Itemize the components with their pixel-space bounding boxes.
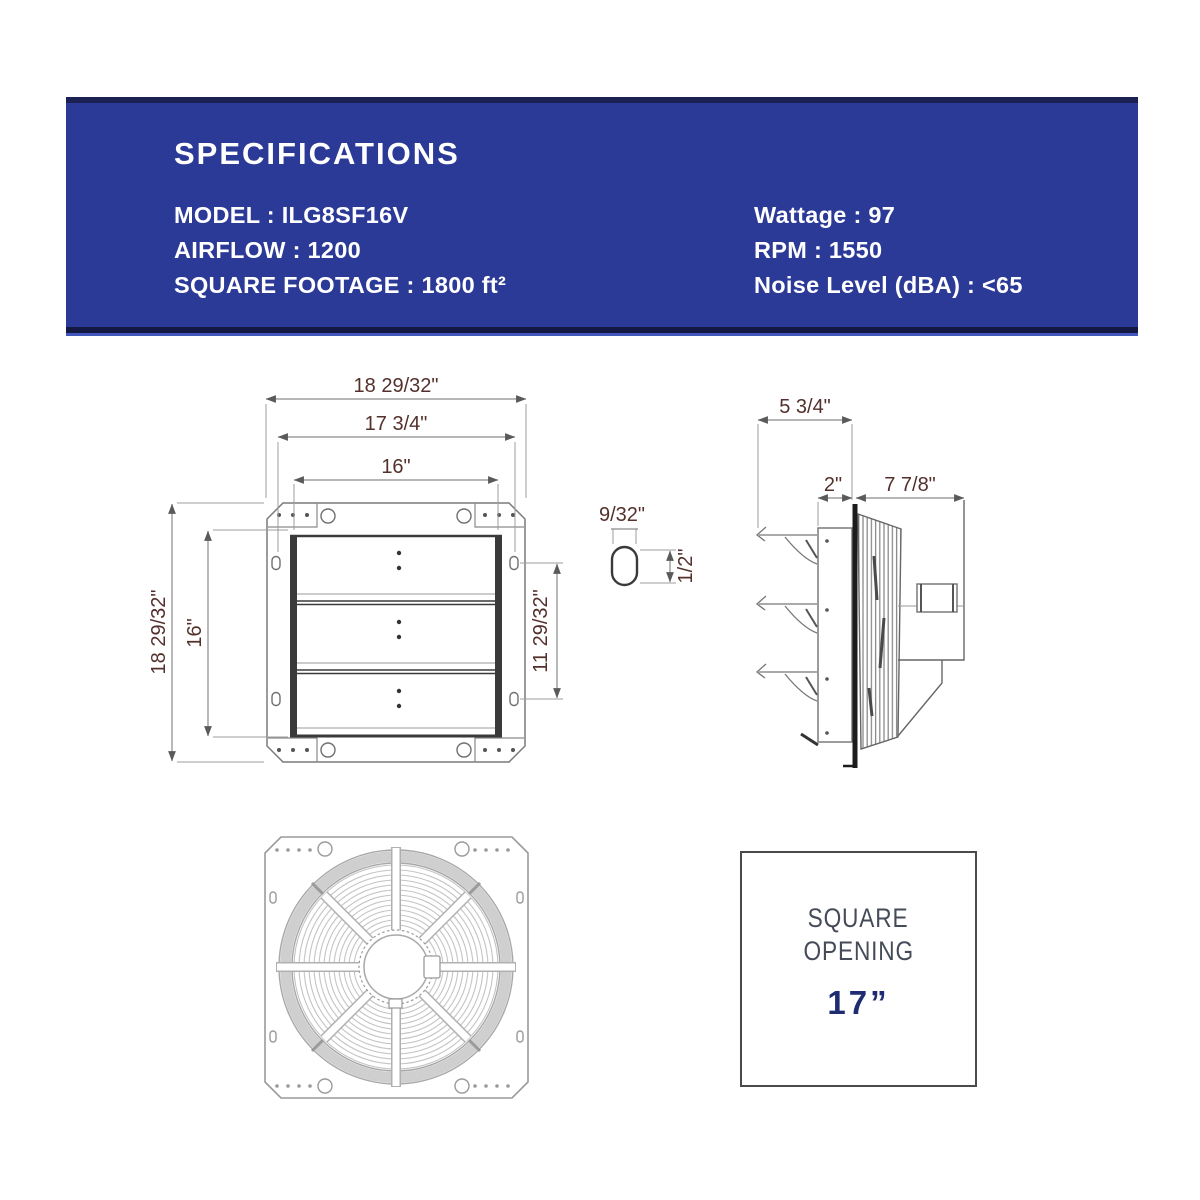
square-opening-line1: SQUARE — [808, 903, 909, 933]
square-opening-size: 17” — [827, 984, 890, 1021]
dimension-outer-height — [148, 503, 264, 762]
spec-wattage: Wattage : 97 — [754, 202, 896, 228]
shutter-flange-outline — [267, 503, 525, 762]
dim-label-opening-height: 16" — [184, 618, 206, 648]
spec-rpm: RPM : 1550 — [754, 237, 883, 263]
dimension-total-depth — [758, 396, 852, 528]
side-view-drawing — [745, 380, 980, 780]
specifications-banner — [66, 97, 1138, 333]
spec-airflow: AIRFLOW : 1200 — [174, 237, 362, 263]
open-louver-blades — [757, 527, 818, 745]
dim-label-housing-depth: 7 7/8" — [884, 474, 936, 496]
spec-column-left — [174, 198, 506, 303]
spec-square-footage: SQUARE FOOTAGE : 1800 ft² — [174, 272, 507, 298]
dim-label-bolt-height: 11 29/32" — [530, 589, 552, 673]
dim-label-flange-depth: 2" — [823, 474, 843, 496]
dim-label-slot-height: 1/2" — [675, 548, 697, 584]
front-view-drawing — [130, 375, 710, 785]
shutter-frame-profile — [818, 504, 857, 768]
dim-label-outer-height: 18 29/32" — [148, 589, 170, 675]
dim-label-outer-width: 18 29/32" — [353, 375, 439, 397]
banner-title: SPECIFICATIONS — [174, 136, 460, 171]
dimension-housing-depth — [856, 474, 964, 498]
fan-guard-side — [858, 514, 901, 749]
spec-column-right — [754, 198, 1023, 303]
dim-label-bolt-width: 17 3/4" — [364, 413, 428, 435]
dimension-flange-depth — [818, 474, 852, 526]
dimension-bolt-height — [520, 563, 563, 699]
square-opening-line2: OPENING — [803, 936, 914, 966]
dim-label-opening-width: 16" — [381, 456, 411, 478]
dim-label-total-depth: 5 3/4" — [779, 396, 831, 418]
spec-model: MODEL : ILG8SF16V — [174, 202, 409, 228]
mounting-slot-detail — [599, 504, 697, 585]
spec-noise-level: Noise Level (dBA) : <65 — [754, 272, 1023, 298]
dim-label-slot-width: 9/32" — [598, 504, 646, 526]
fan-front-drawing — [240, 825, 550, 1110]
square-opening-callout — [740, 851, 977, 1087]
motor-and-housing — [898, 500, 964, 736]
